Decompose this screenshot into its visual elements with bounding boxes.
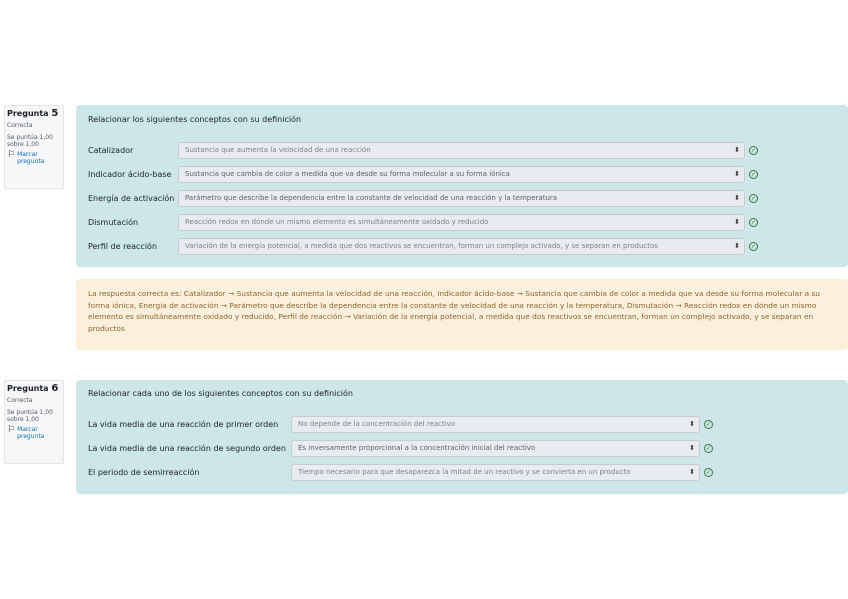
- match-concept-label: La vida media de una reacción de segundo orden: [88, 444, 286, 453]
- match-select[interactable]: [178, 190, 745, 207]
- question-5-info: [4, 105, 64, 189]
- question-6-info: [4, 380, 64, 464]
- match-select[interactable]: [291, 440, 700, 457]
- select-caret-icon: ⬍: [689, 420, 695, 428]
- select-caret-icon: ⬍: [734, 194, 740, 202]
- check-circle-icon: ✓: [750, 171, 757, 178]
- question-number-value: 6: [51, 383, 59, 394]
- match-row: [88, 416, 278, 433]
- question-number-value: 5: [51, 108, 59, 119]
- question-grade: Se puntúa 1,00 sobre 1,00: [7, 134, 53, 148]
- match-concept-label: Energía de activación: [88, 194, 175, 203]
- match-select-value: Reacción redox en dónde un mismo elemento es simultáneamente oxidado y reducido: [185, 218, 489, 226]
- check-circle-icon: ✓: [705, 445, 712, 452]
- check-circle-icon: ✓: [705, 469, 712, 476]
- check-circle-icon: ✓: [705, 421, 712, 428]
- question-label: Pregunta: [7, 384, 49, 393]
- match-row: [88, 166, 171, 183]
- match-select[interactable]: [178, 238, 745, 255]
- match-concept-label: Perfil de reacción: [88, 242, 158, 251]
- match-row: [88, 214, 138, 231]
- flag-question-link[interactable]: [7, 426, 61, 440]
- question-6-content: [76, 380, 848, 494]
- match-row: [88, 440, 286, 457]
- match-row: [88, 464, 199, 481]
- question-text: Relacionar cada uno de los siguientes conceptos con su definición: [88, 389, 353, 398]
- match-select[interactable]: [178, 142, 745, 159]
- match-select-value: Parámetro que describe la dependencia entre la constante de velocidad de una reacción y la temperatura: [185, 194, 558, 202]
- question-grade: Se puntúa 1,00 sobre 1,00: [7, 409, 53, 423]
- match-select-value: Variación de la energía potencial, a medida que dos reactivos se encuentran, forman un complejo activado, y se separan en productos: [185, 242, 658, 250]
- flag-icon: ⚐: [7, 150, 16, 160]
- match-select-value: No depende de la concentración del reactivo: [298, 420, 456, 428]
- question-number: [7, 384, 61, 394]
- match-select-value: Sustancia que cambia de color a medida que va desde su forma molecular a su forma iónica: [185, 170, 510, 178]
- select-caret-icon: ⬍: [734, 170, 740, 178]
- match-row: [88, 142, 133, 159]
- match-concept-label: La vida media de una reacción de primer orden: [88, 420, 279, 429]
- match-select[interactable]: [178, 166, 745, 183]
- match-concept-label: Indicador ácido-base: [88, 170, 172, 179]
- question-state: Correcta: [7, 397, 33, 404]
- match-select-value: Tiempo necesario para que desaparezca la mitad de un reactivo y se convierta en un producto: [298, 468, 631, 476]
- question-label: Pregunta: [7, 109, 49, 118]
- check-circle-icon: ✓: [750, 195, 757, 202]
- select-caret-icon: ⬍: [689, 444, 695, 452]
- match-concept-label: Catalizador: [88, 146, 134, 155]
- match-select[interactable]: [178, 214, 745, 231]
- flag-question-label: Marcar pregunta: [17, 151, 45, 165]
- match-row: [88, 238, 157, 255]
- select-caret-icon: ⬍: [689, 468, 695, 476]
- match-select[interactable]: [291, 416, 700, 433]
- check-circle-icon: ✓: [750, 219, 757, 226]
- select-caret-icon: ⬍: [734, 242, 740, 250]
- flag-icon: ⚐: [7, 425, 16, 435]
- correct-answer-feedback: La respuesta correcta es: Catalizador → Sustancia que aumenta la velocidad de una reacción, Indicador ácido-base → Sustancia que cambia de color a medida que va desde su forma molecular a su forma iónica, Energía de activación → Parámetro que describe la dependencia entre la constante de velocidad de una reacción y la temperatura, Dismutación → Reacción redox en dónde un mismo elemento es simultáneamente oxidado y reducido, Perfil de reacción → Variación de la energía potencial, a medida que dos reactivos se encuentran, forman un complejo activado, y se separan en productos: [76, 279, 848, 350]
- question-state: Correcta: [7, 122, 33, 129]
- match-concept-label: El periodo de semirreacción: [88, 468, 200, 477]
- flag-question-label: Marcar pregunta: [17, 426, 45, 440]
- select-caret-icon: ⬍: [734, 146, 740, 154]
- match-select[interactable]: [291, 464, 700, 481]
- match-concept-label: Dismutación: [88, 218, 139, 227]
- select-caret-icon: ⬍: [734, 218, 740, 226]
- question-text: Relacionar los siguientes conceptos con su definición: [88, 115, 302, 124]
- check-circle-icon: ✓: [750, 243, 757, 250]
- match-row: [88, 190, 174, 207]
- check-circle-icon: ✓: [750, 147, 757, 154]
- question-number: [7, 109, 61, 119]
- match-select-value: Es inversamente proporcional a la concentración inicial del reactivo: [298, 444, 536, 452]
- match-select-value: Sustancia que aumenta la velocidad de una reacción: [185, 146, 371, 154]
- flag-question-link[interactable]: [7, 151, 61, 165]
- question-5-content: [76, 105, 848, 267]
